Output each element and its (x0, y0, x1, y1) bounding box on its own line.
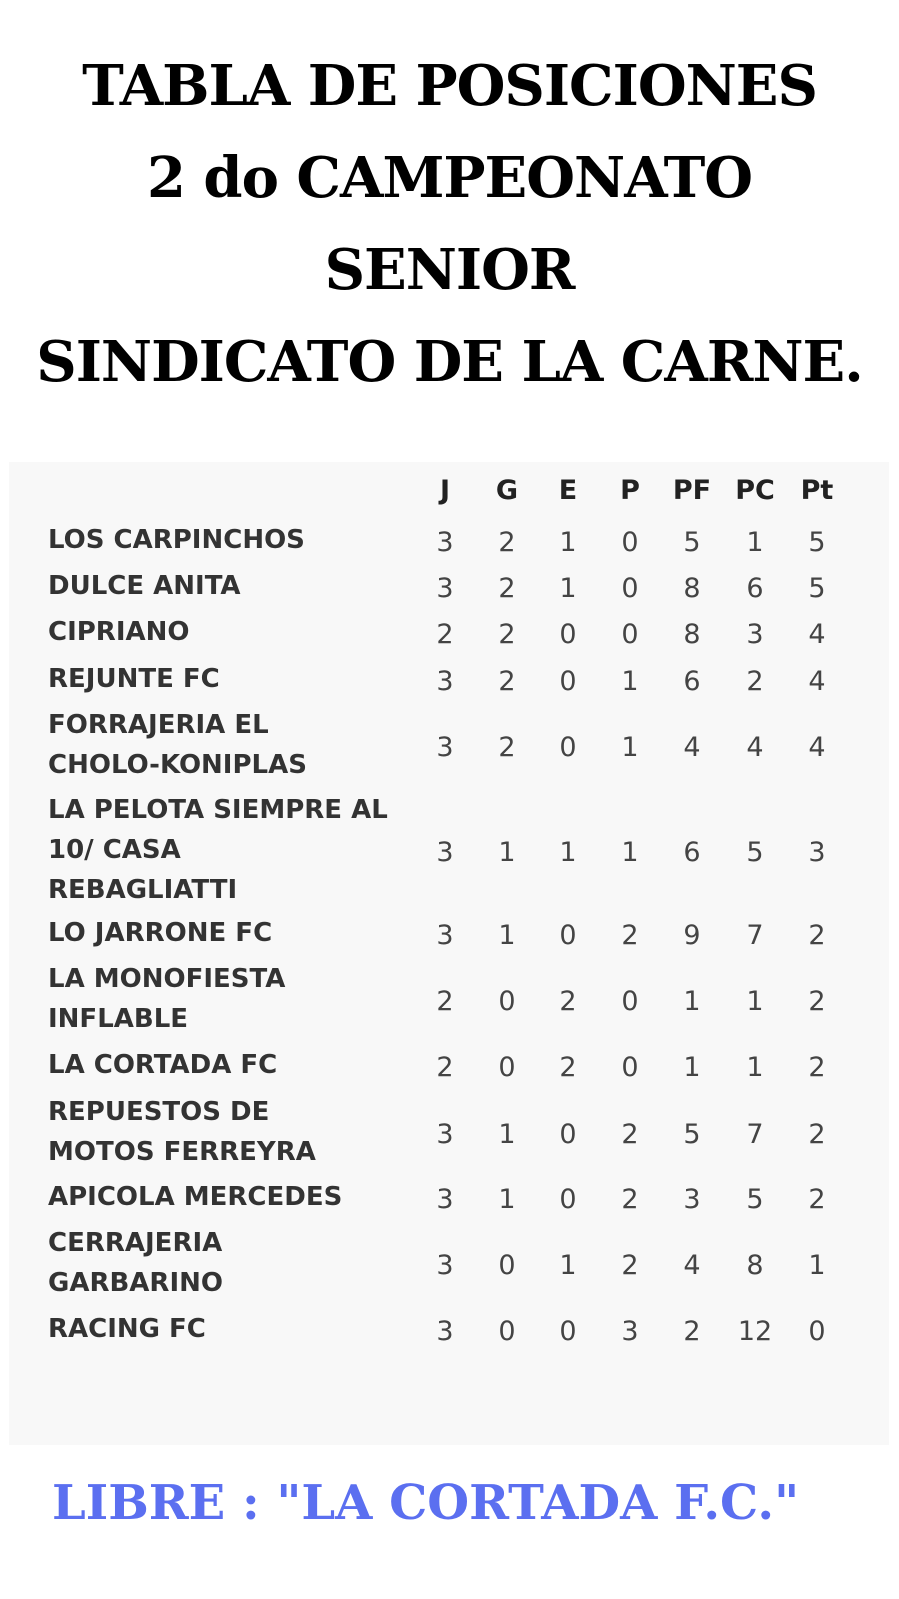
team-name (48, 1177, 428, 1217)
team-name (48, 1223, 428, 1303)
stat-pf: 9 (683, 920, 701, 951)
stat-p: 2 (621, 1119, 639, 1150)
stat-pc: 7 (746, 1119, 764, 1150)
stat-j: 3 (436, 573, 454, 604)
team-name-line: LOS CARPINCHOS (48, 525, 305, 555)
team-name (48, 1045, 428, 1085)
stat-e: 2 (559, 1052, 577, 1083)
header-p: P (620, 475, 640, 506)
stat-pt: 2 (808, 986, 826, 1017)
stat-e: 0 (559, 920, 577, 951)
team-name (48, 913, 428, 953)
stat-g: 1 (498, 1184, 516, 1215)
team-name-line: GARBARINO (48, 1268, 223, 1298)
stat-e: 1 (559, 837, 577, 868)
header-pc: PC (735, 475, 775, 506)
header-pf: PF (672, 475, 712, 506)
team-name (48, 790, 428, 910)
stat-g: 0 (498, 986, 516, 1017)
stat-p: 1 (621, 732, 639, 763)
stat-pt: 2 (808, 920, 826, 951)
stat-e: 1 (559, 1250, 577, 1281)
stat-pc: 1 (746, 986, 764, 1017)
team-name-line: 10/ CASA (48, 835, 181, 865)
stat-j: 3 (436, 1184, 454, 1215)
stat-pf: 3 (683, 1184, 701, 1215)
title-line-2: 2 do CAMPEONATO (146, 145, 753, 211)
stat-pc: 1 (746, 527, 764, 558)
stat-pt: 2 (808, 1184, 826, 1215)
team-name-line: CERRAJERIA (48, 1228, 223, 1258)
team-name (48, 612, 428, 652)
header-e: E (558, 475, 578, 506)
stat-pc: 7 (746, 920, 764, 951)
stat-j: 2 (436, 986, 454, 1017)
stat-e: 0 (559, 1184, 577, 1215)
stat-pc: 5 (746, 1184, 764, 1215)
stat-pt: 4 (808, 666, 826, 697)
team-name-line: FORRAJERIA EL (48, 710, 269, 740)
stat-e: 0 (559, 732, 577, 763)
stat-pf: 8 (683, 619, 701, 650)
title-line-4: SINDICATO DE LA CARNE. (36, 329, 863, 395)
stat-g: 0 (498, 1250, 516, 1281)
stat-pf: 6 (683, 666, 701, 697)
header-g: G (495, 475, 519, 506)
team-name-line: RACING FC (48, 1314, 206, 1344)
stat-pt: 2 (808, 1119, 826, 1150)
team-name (48, 520, 428, 560)
stat-pf: 5 (683, 527, 701, 558)
stat-p: 0 (621, 619, 639, 650)
stat-p: 0 (621, 986, 639, 1017)
stat-g: 2 (498, 527, 516, 558)
stat-g: 1 (498, 837, 516, 868)
stat-j: 3 (436, 666, 454, 697)
stat-pf: 4 (683, 732, 701, 763)
stat-j: 3 (436, 837, 454, 868)
stat-pf: 2 (683, 1316, 701, 1347)
team-name-line: REBAGLIATTI (48, 875, 238, 905)
stat-e: 1 (559, 573, 577, 604)
stat-g: 2 (498, 619, 516, 650)
header-pt: Pt (800, 475, 834, 506)
team-name (48, 566, 428, 606)
title-line-3: SENIOR (324, 237, 575, 303)
stat-pf: 6 (683, 837, 701, 868)
title-line-1: TABLA DE POSICIONES (82, 53, 817, 119)
team-name (48, 705, 428, 785)
team-name-line: LO JARRONE FC (48, 918, 273, 948)
stat-g: 0 (498, 1316, 516, 1347)
stat-pc: 2 (746, 666, 764, 697)
stat-pt: 4 (808, 619, 826, 650)
team-name-line: DULCE ANITA (48, 571, 241, 601)
stat-p: 0 (621, 527, 639, 558)
stat-pc: 3 (746, 619, 764, 650)
stat-j: 3 (436, 1119, 454, 1150)
stat-j: 2 (436, 1052, 454, 1083)
stat-pc: 12 (737, 1316, 773, 1347)
stat-g: 2 (498, 666, 516, 697)
stat-p: 2 (621, 1184, 639, 1215)
stat-g: 2 (498, 573, 516, 604)
stat-e: 0 (559, 666, 577, 697)
stat-pt: 1 (808, 1250, 826, 1281)
libre-note: LIBRE : "LA CORTADA F.C." (52, 1475, 800, 1531)
page-title (0, 40, 899, 408)
team-name-line: CHOLO-KONIPLAS (48, 750, 307, 780)
team-name (48, 1092, 428, 1172)
stat-j: 2 (436, 619, 454, 650)
team-name-line: APICOLA MERCEDES (48, 1182, 343, 1212)
stat-p: 1 (621, 666, 639, 697)
stat-pf: 5 (683, 1119, 701, 1150)
team-name-line: REPUESTOS DE (48, 1097, 270, 1127)
stat-p: 0 (621, 573, 639, 604)
stat-e: 0 (559, 619, 577, 650)
stat-p: 2 (621, 920, 639, 951)
stat-g: 1 (498, 1119, 516, 1150)
stat-p: 0 (621, 1052, 639, 1083)
stat-p: 1 (621, 837, 639, 868)
stat-pc: 4 (746, 732, 764, 763)
stat-p: 3 (621, 1316, 639, 1347)
stat-pf: 1 (683, 986, 701, 1017)
team-name-line: INFLABLE (48, 1004, 189, 1034)
team-name-line: CIPRIANO (48, 617, 190, 647)
header-j: J (439, 475, 451, 506)
stat-e: 1 (559, 527, 577, 558)
team-name-line: LA PELOTA SIEMPRE AL (48, 795, 388, 825)
stat-g: 0 (498, 1052, 516, 1083)
team-name (48, 959, 428, 1039)
stat-pt: 3 (808, 837, 826, 868)
stat-g: 1 (498, 920, 516, 951)
team-name-line: LA MONOFIESTA (48, 964, 286, 994)
stat-pf: 1 (683, 1052, 701, 1083)
stat-pc: 5 (746, 837, 764, 868)
team-name-line: LA CORTADA FC (48, 1050, 278, 1080)
team-name-line: MOTOS FERREYRA (48, 1137, 316, 1167)
stat-g: 2 (498, 732, 516, 763)
stat-j: 3 (436, 920, 454, 951)
stat-j: 3 (436, 732, 454, 763)
team-name-line: REJUNTE FC (48, 664, 220, 694)
stat-pc: 6 (746, 573, 764, 604)
stat-pt: 5 (808, 573, 826, 604)
stat-e: 0 (559, 1316, 577, 1347)
stat-pt: 4 (808, 732, 826, 763)
stat-j: 3 (436, 527, 454, 558)
stat-pc: 8 (746, 1250, 764, 1281)
stat-pt: 2 (808, 1052, 826, 1083)
stat-j: 3 (436, 1316, 454, 1347)
stat-e: 2 (559, 986, 577, 1017)
stat-e: 0 (559, 1119, 577, 1150)
stat-pf: 8 (683, 573, 701, 604)
stat-pf: 4 (683, 1250, 701, 1281)
stat-j: 3 (436, 1250, 454, 1281)
stat-pt: 0 (808, 1316, 826, 1347)
team-name (48, 659, 428, 699)
team-name (48, 1309, 428, 1349)
stat-pc: 1 (746, 1052, 764, 1083)
stat-pt: 5 (808, 527, 826, 558)
stat-p: 2 (621, 1250, 639, 1281)
